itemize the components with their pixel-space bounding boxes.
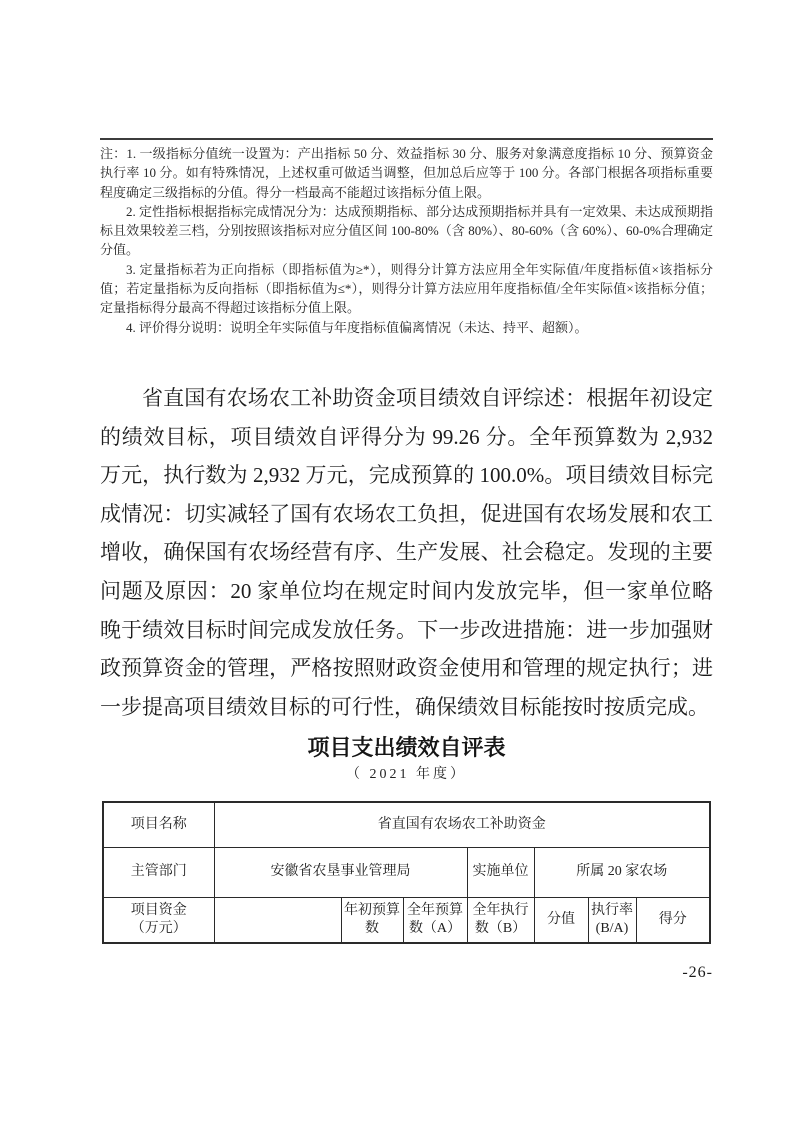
note-paragraph-1: 注：1. 一级指标分值统一设置为：产出指标 50 分、效益指标 30 分、服务对象满意度指标 10 分、预算资金执行率 10 分。如有特殊情况，上述权重可做适当调整，但加总后应等于 100 分。各部门根据各项指标重要程度确定三级指标的分值。得分一档最高不能超过该指标分值上限。	[100, 146, 713, 200]
header-annual-budget-a: 全年预算数（A）	[403, 897, 467, 943]
note-paragraph-3: 3. 定量指标若为正向指标（即指标值为≥*），则得分计算方法应用全年实际值/年度指标值×该指标分值；若定量指标为反向指标（即指标值为≤*），则得分计算方法应用年度指标值/全年实际值×该指标分值；定量指标得分最高不得超过该指标分值上限。	[100, 261, 713, 316]
header-execution-rate: 执行率(B/A)	[588, 897, 636, 943]
table-row-departments	[103, 847, 710, 897]
header-annual-execution-b: 全年执行数（B）	[467, 897, 534, 943]
department-value: 安徽省农垦事业管理局	[214, 847, 467, 897]
table-title: 项目支出绩效自评表	[307, 735, 506, 761]
project-name-value: 省直国有农场农工补助资金	[214, 802, 710, 847]
self-evaluation-table	[102, 801, 711, 944]
self-evaluation-summary: 省直国有农场农工补助资金项目绩效自评综述：根据年初设定的绩效目标，项目绩效自评得分为 99.26 分。全年预算数为 2,932 万元，执行数为 2,932 万元，完成预算的 100.0%。项目绩效目标完成情况：切实减轻了国有农场农工负担，促进国有农场发展和农工增收，确保国有农场经营有序、生产发展、社会稳定。发现的主要问题及原因：20 家单位均在规定时间内发放完毕，但一家单位略晚于绩效目标时间完成发放任务。下一步改进措施：进一步加强财政预算资金的管理，严格按照财政资金使用和管理的规定执行；进一步提高项目绩效目标的可行性，确保绩效目标能按时按质完成。	[100, 385, 713, 719]
project-name-label: 项目名称	[103, 802, 214, 847]
table-row-project-funds-header	[103, 897, 710, 943]
note-paragraph-4: 4. 评价得分说明：说明全年实际值与年度指标值偏离情况（未达、持平、超额）。	[126, 319, 588, 335]
implementing-unit-label: 实施单位	[467, 847, 534, 897]
header-initial-budget: 年初预算数	[341, 897, 403, 943]
project-funds-empty-cell	[214, 897, 341, 943]
department-label: 主管部门	[103, 847, 214, 897]
header-score-value: 分值	[534, 897, 588, 943]
note-paragraph-2: 2. 定性指标根据指标完成情况分为：达成预期指标、部分达成预期指标并具有一定效果、未达成预期指标且效果较差三档，分别按照该指标对应分值区间 100-80%（含 80%）、80-60%（含 60%）、60-0%合理确定分值。	[100, 203, 713, 258]
project-funds-label	[103, 897, 214, 943]
page-content	[100, 138, 713, 982]
header-score: 得分	[636, 897, 710, 943]
notes-section	[100, 138, 713, 337]
implementing-unit-value: 所属 20 家农场	[534, 847, 710, 897]
project-funds-label-text: 项目资金（万元）	[130, 903, 187, 937]
table-subtitle: （ 2021 年度）	[346, 767, 467, 783]
table-row-project-name	[103, 802, 710, 847]
page-number: -26-	[682, 964, 713, 982]
